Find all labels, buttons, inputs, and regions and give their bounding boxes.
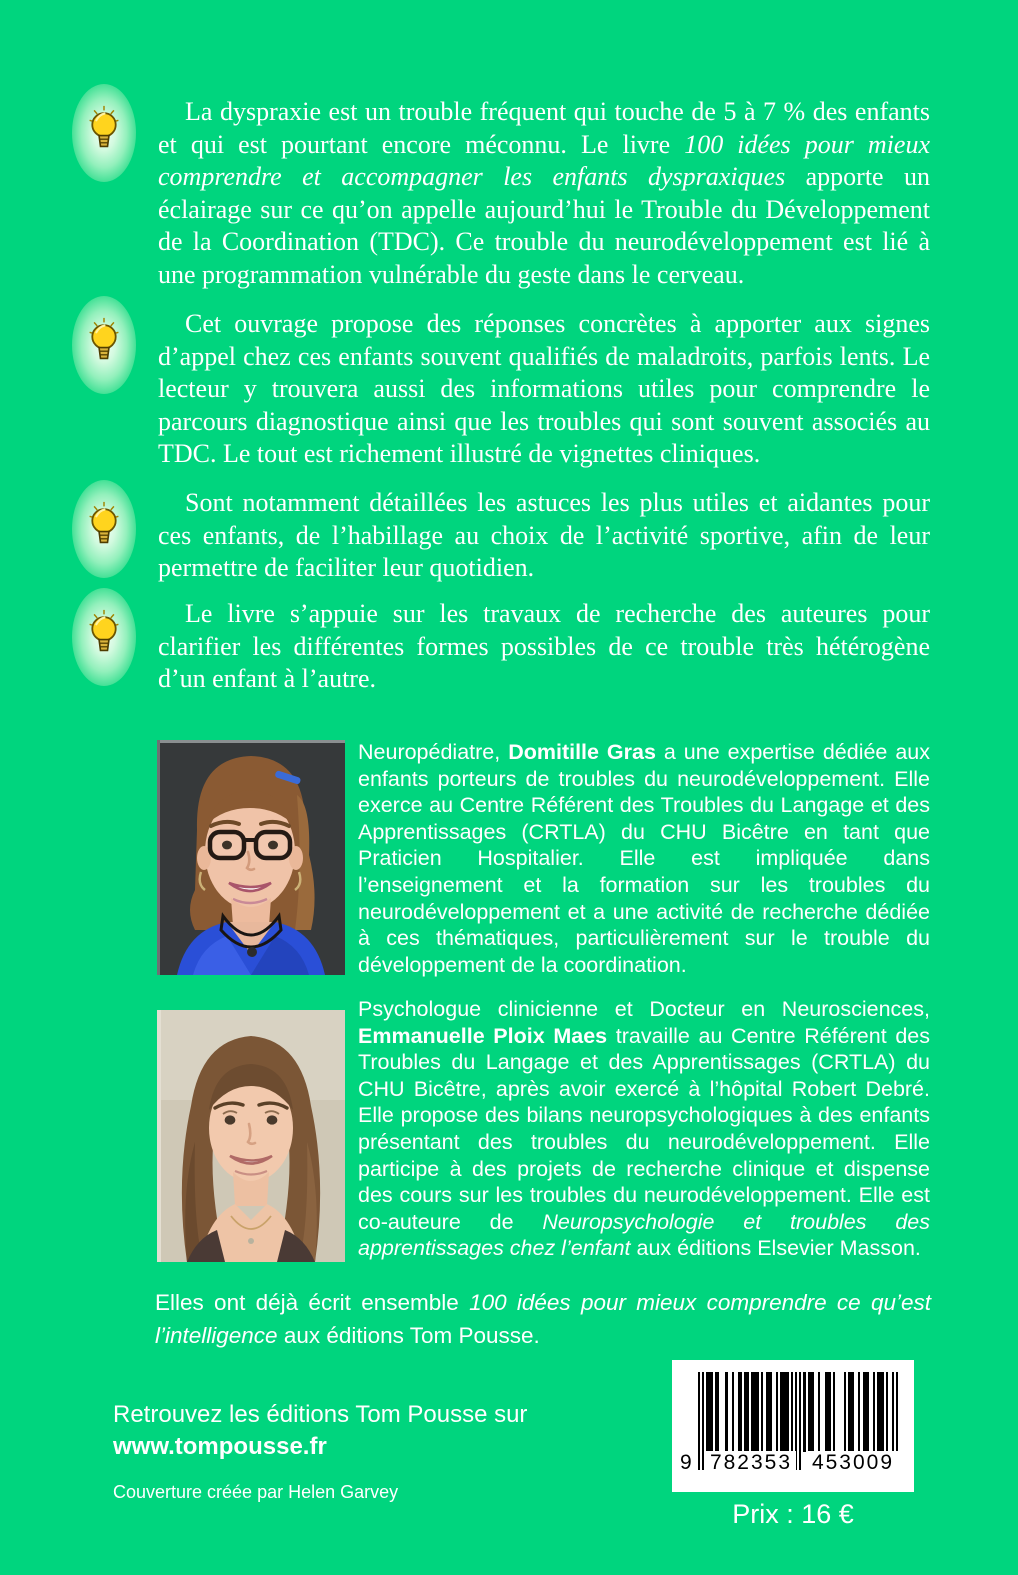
author-bio-emmanuelle-ploix-maes [358,996,930,1262]
book-title-italic: 100 idées pour mieux comprendre ce qu’est l’intelligence [155,1290,931,1348]
lightbulb-icon [72,480,136,578]
bio-text: Psychologue clinicienne et Docteur en Neurosciences, [358,997,930,1021]
barcode-lead-digit: 9 [680,1451,694,1474]
author-name: Domitille Gras [508,740,656,764]
paragraph-text: Sont notamment détaillées les astuces les plus utiles et aidantes pour ces enfants, de l’habillage au choix de l’activité sportive, afin de leur permettre de faciliter leur quotidien. [158,488,930,582]
bio-text: travaille au Centre Référent des Troubles du Langage et des Apprentissages (CRTLA) du CHU Bicêtre, après avoir exercé à l’hôpital Robert Debré. Elle propose des bilans neuropsychologiques à des enfants présentant des troubles du neurodéveloppement. Elle participe à des projets de recherche clinique et dispense des cours sur les troubles du neurodéveloppement. Elle est co-auteure de [358,1023,930,1234]
lightbulb-icon [72,84,136,182]
content-paragraph [158,308,930,471]
bio-text: aux éditions Elsevier Masson. [630,1236,921,1261]
cover-credit: Couverture créée par Helen Garvey [113,1482,399,1502]
publisher-find-us-text: Retrouvez les éditions Tom Pousse sur [113,1401,528,1428]
tips-paragraph [158,487,930,585]
paragraph-text: aux éditions Tom Pousse. [277,1323,540,1348]
price-label: Prix : 16 € [732,1499,854,1529]
lightbulb-icon [72,588,136,686]
intro-paragraph [158,96,930,291]
isbn-barcode [672,1360,914,1492]
paragraph-text: Cet ouvrage propose des réponses concrètes à apporter aux signes d’appel chez ces enfants souvent qualifiés de maladroits, parfois lents. Le lecteur y trouvera aussi des informations utiles pour comprendre le parcours diagnostique ainsi que les troubles qui sont souvent associés au TDC. Le tout est richement illustré de vignettes cliniques. [158,309,930,468]
bio-text: a une expertise dédiée aux enfants porteurs de troubles du neurodéveloppement. Elle exerce au Centre Référent des Troubles du Langage et des Apprentissages (CRTLA) du CHU Bicêtre en tant que Praticien Hospitalier. Elle est impliquée dans l’enseignement et la formation sur les troubles du neurodéveloppement et a une activité de recherche dédiée à ces thématiques, particulièrement sur le trouble du développement de la coordination. [358,740,930,977]
barcode-right-digits: 453009 [808,1451,898,1474]
research-paragraph [158,598,930,696]
author-photo-emmanuelle-ploix-maes [157,1010,345,1262]
author-name: Emmanuelle Ploix Maes [358,1023,608,1048]
publisher-website: www.tompousse.fr [113,1433,327,1460]
author-photo-domitille-gras [157,740,345,975]
author-bio-domitille-gras [358,739,930,978]
lightbulb-icon [72,296,136,394]
barcode-left-digits: 782353 [706,1451,796,1474]
paragraph-text: Elles ont déjà écrit ensemble [155,1290,470,1315]
book-title-italic: Neuropsychologie et troubles des apprentissages chez l’enfant [358,1209,930,1261]
paragraph-text: La dyspraxie est un trouble fréquent qui touche de 5 à 7 % des enfants et qui est pourtant encore méconnu. Le livre [158,97,930,159]
previous-book-paragraph [155,1286,931,1352]
paragraph-text: Le livre s’appuie sur les travaux de recherche des auteures pour clarifier les différentes formes possibles de ce trouble très hétérogène d’un enfant à l’autre. [158,599,930,693]
paragraph-text: apporte un éclairage sur ce qu’on appelle aujourd’hui le Trouble du Développement de la Coordination (TDC). Ce trouble du neurodéveloppement est lié à une programmation vulnérable du geste dans le cerveau. [158,162,930,289]
book-title-italic: 100 idées pour mieux comprendre et accompagner les enfants dyspraxiques [158,129,930,191]
bio-text: Neuropédiatre, [358,740,509,764]
